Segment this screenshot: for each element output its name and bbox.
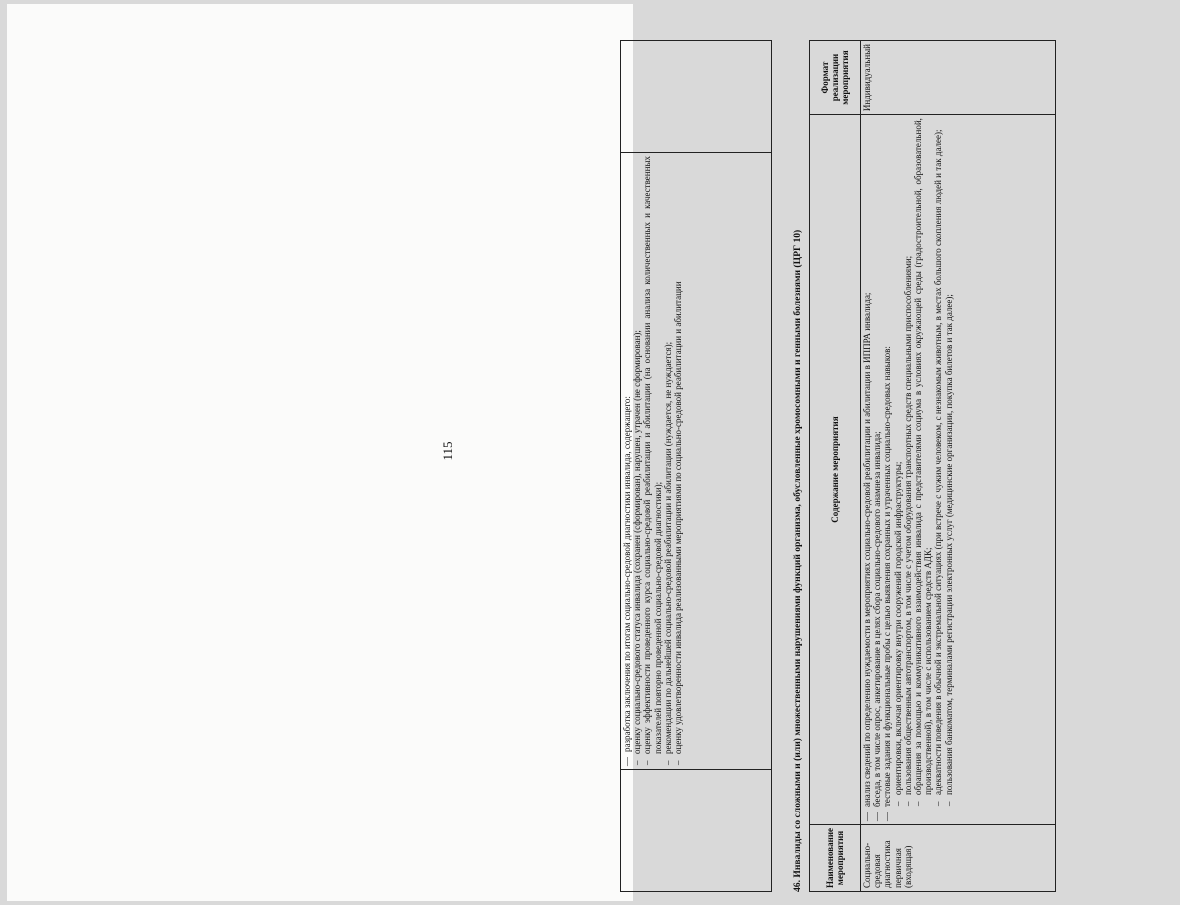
sub-list-item: – пользования банкоматом, терминалами регистрации электронных услуг (медицинские организации, покупка билетов и так далее); [944, 118, 954, 807]
activities-table [809, 40, 1056, 892]
sub-list-item: – адекватности поведения в обычной и экстремальной ситуациях (при встрече с чужим человеком, с незнакомым животным, в местах большого скопления людей и так далее); [933, 118, 943, 807]
list-item: – рекомендации по дальнейшей социально-средовой реабилитации и абилитации (нуждается, не нуждается); [663, 156, 673, 766]
header-name: Наименование мероприятия [810, 825, 861, 892]
list-item: — беседа, в том числе опрос, анкетирование в целях сбора социально-средового анамнеза инвалида; [872, 118, 882, 821]
header-content: Содержание мероприятия [810, 115, 861, 825]
sub-list [893, 118, 954, 807]
continued-content-cell [621, 153, 772, 770]
list-item [882, 118, 953, 821]
page-number: 115 [440, 441, 455, 461]
continued-name-cell [621, 770, 772, 892]
list-item: — анализ сведений по определению нуждаемости в мероприятиях социально-средовой реабилитации и абилитации в ИППРА инвалида; [862, 118, 872, 821]
document-page [7, 4, 954, 901]
list-item: – оценку социально-средового статуса инвалида (сохранен (сформирован), нарушен, утрачен (не сформирован); [632, 156, 642, 766]
sub-list-item: – пользования общественным автотранспортом, в том числе с учетом оборудования транспортных средств специальными приспособлениями; [903, 118, 913, 807]
continued-table [620, 40, 772, 892]
rotated-content [620, 40, 1180, 892]
list-item: – оценку удовлетворенности инвалида реализованными мероприятиями по социально-средовой реабилитации и абилитации [673, 156, 683, 766]
content-list [862, 118, 954, 821]
list-item: – оценку эффективности проведенного курса социально-средовой реабилитации и абилитации (на основании анализа количественных и качественных показателей повторно проведенной социально-средовой диагностики); [642, 156, 662, 766]
continued-list [632, 156, 683, 766]
continued-lead: — разработка заключения по итогам социально-средовой диагностики инвалида, содержащего: [622, 156, 632, 766]
sub-list-item: – ориентировки, включая ориентировку внутри сооружений городской инфраструктуры; [893, 118, 903, 807]
activity-content [861, 115, 1056, 825]
section-title: 46. Инвалиды со сложными и (или) множественными нарушениями функций организма, обусловленные хромосомными и генными болезнями (ЦРГ 10) [792, 229, 803, 892]
activity-format: Индивидуальный [861, 41, 1056, 115]
sub-list-item: – обращения за помощью и коммуникативного взаимодействия инвалида с представителями социума в условиях окружающей среды (градостроительной, образовательной, производственной), в том числе с использованием средств АДК; [913, 118, 933, 807]
header-format: Формат реализации мероприятия [810, 41, 861, 115]
list-item-text: тестовые задания и функциональные пробы с целью выявления сохранных и утраченных социально-средовых навыков: [882, 346, 893, 807]
continued-format-cell [621, 41, 772, 153]
activity-name: Социально-средовая диагностика первичная (входящая) [861, 825, 1056, 892]
